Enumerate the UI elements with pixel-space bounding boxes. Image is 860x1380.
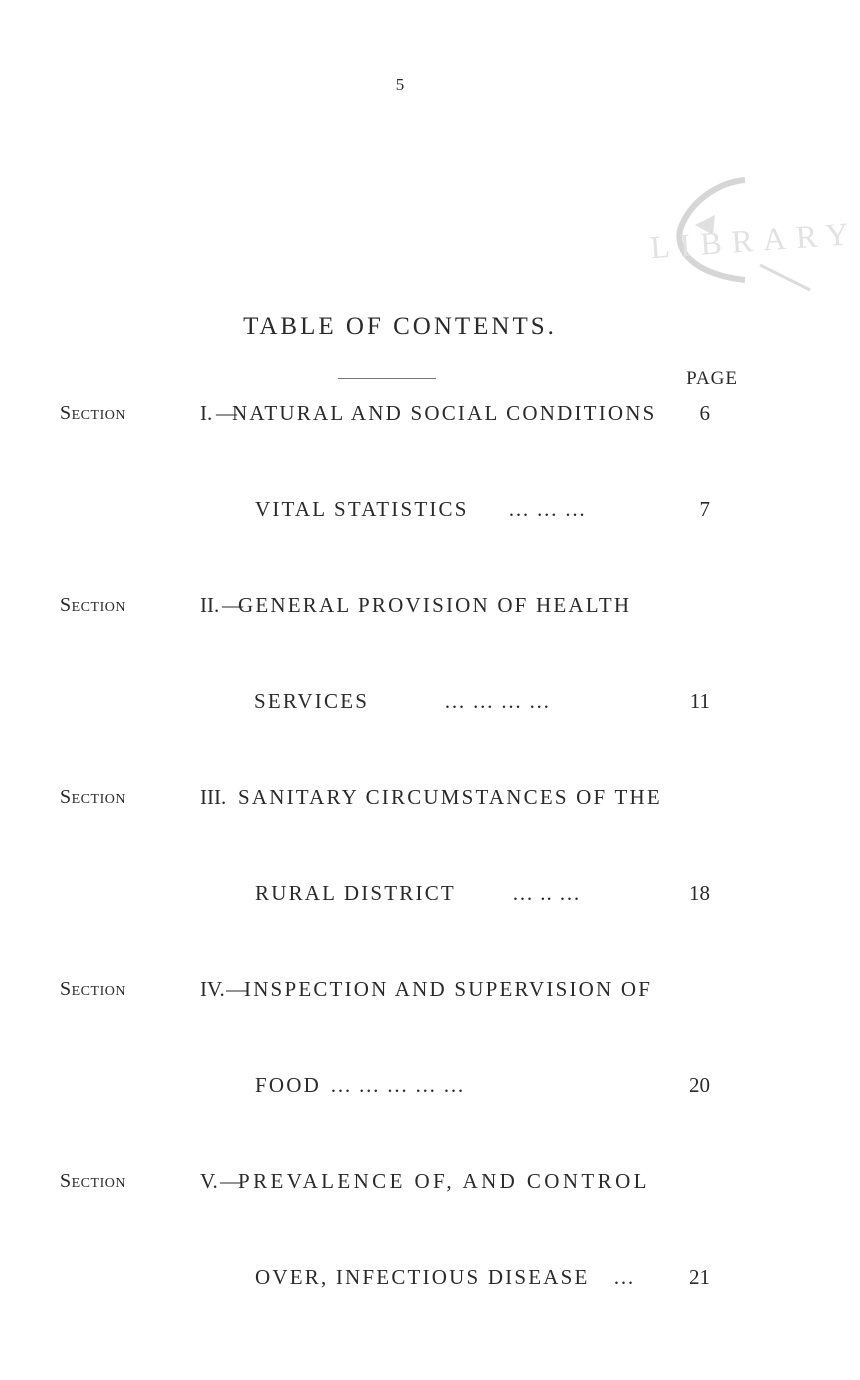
section-dash: — bbox=[216, 401, 237, 425]
section-number: II. bbox=[200, 593, 220, 617]
section-dash: — bbox=[222, 593, 243, 617]
section-title-line-2: RURAL DISTRICT bbox=[255, 881, 456, 905]
section-title-line-1: INSPECTION AND SUPERVISION OF bbox=[244, 977, 653, 1001]
section-label: Section bbox=[60, 786, 126, 808]
section-dash: — bbox=[226, 977, 247, 1001]
dot-leaders: … … … … … bbox=[330, 1073, 465, 1097]
section-title-line-2: OVER, INFECTIOUS DISEASE bbox=[255, 1265, 590, 1289]
section-label: Section bbox=[60, 1170, 126, 1192]
section-title: NATURAL AND SOCIAL CONDITIONS bbox=[232, 401, 657, 425]
dot-leaders: … … … bbox=[508, 497, 587, 521]
dot-leaders: … .. … bbox=[512, 881, 581, 905]
library-stamp-text: LIBRARY bbox=[648, 214, 860, 266]
section-label: Section bbox=[60, 402, 126, 424]
toc-title: TABLE OF CONTENTS. bbox=[243, 313, 557, 340]
entry-title: VITAL STATISTICS bbox=[255, 497, 469, 521]
library-stamp bbox=[595, 160, 860, 300]
title-rule bbox=[338, 378, 436, 379]
section-page: 20 bbox=[689, 1073, 710, 1097]
section-page: 18 bbox=[689, 881, 710, 905]
dot-leaders: … bbox=[613, 1265, 635, 1289]
page-number: 5 bbox=[395, 75, 405, 94]
section-title-line-2: SERVICES bbox=[254, 689, 370, 713]
section-number: III. bbox=[200, 785, 227, 809]
page-column-header: PAGE bbox=[686, 368, 738, 389]
section-title-line-1: SANITARY CIRCUMSTANCES OF THE bbox=[238, 785, 662, 809]
section-page: 21 bbox=[689, 1265, 710, 1289]
section-label: Section bbox=[60, 978, 126, 1000]
section-title-line-2: FOOD bbox=[255, 1073, 321, 1097]
section-number: IV. bbox=[200, 977, 225, 1001]
entry-page: 7 bbox=[699, 497, 710, 521]
section-page: 11 bbox=[689, 689, 710, 713]
section-label: Section bbox=[60, 594, 126, 616]
dot-leaders: … … … … bbox=[444, 689, 551, 713]
section-title-line-1: GENERAL PROVISION OF HEALTH bbox=[238, 593, 632, 617]
section-number: I. bbox=[200, 401, 213, 425]
section-number: V. bbox=[200, 1169, 218, 1193]
section-title-line-1: PREVALENCE OF, AND CONTROL bbox=[238, 1169, 650, 1193]
section-page: 6 bbox=[699, 401, 710, 425]
section-dash: — bbox=[220, 1169, 241, 1193]
